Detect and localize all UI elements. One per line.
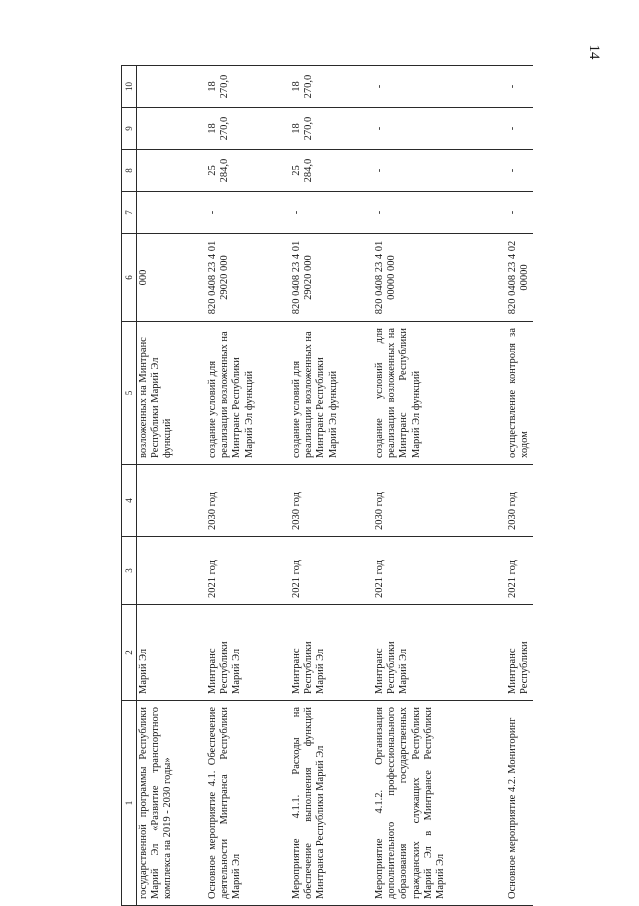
budget-code: 000: [137, 234, 207, 322]
program-events-table: [121, 65, 533, 906]
end-year: 2030 год: [206, 465, 290, 537]
value-col-7: -: [506, 192, 533, 234]
value-col-7: [137, 192, 207, 234]
executor: Минтранс Республики: [506, 605, 533, 701]
value-col-9: 18 270,0: [206, 108, 290, 150]
program-table-rotated: [121, 66, 531, 906]
table-row: [206, 66, 290, 906]
header-col-1: 1: [122, 701, 137, 906]
header-col-6: 6: [122, 234, 137, 322]
event-name: Мероприятие 4.1.1. Расходы на обеспечение выполнения функций Минтранса Республики Марий Эл: [290, 701, 373, 906]
value-col-8: -: [373, 150, 506, 192]
header-col-10: 10: [122, 66, 137, 108]
budget-code: 820 0408 23 4 01 29020 000: [206, 234, 290, 322]
end-year: 2030 год: [373, 465, 506, 537]
expected-result: создание условий для реализации возложенных на Минтранс Республики Марий Эл функций: [373, 322, 506, 465]
budget-code: 820 0408 23 4 02 00000: [506, 234, 533, 322]
value-col-7: -: [206, 192, 290, 234]
value-col-10: -: [373, 66, 506, 108]
executor: Минтранс Республики Марий Эл: [373, 605, 506, 701]
event-name: Основное мероприятие 4.2. Мониторинг: [506, 701, 533, 906]
header-col-7: 7: [122, 192, 137, 234]
executor: Минтранс Республики Марий Эл: [206, 605, 290, 701]
header-col-4: 4: [122, 465, 137, 537]
table-row: [137, 66, 207, 906]
value-col-9: [137, 108, 207, 150]
event-name: Основное мероприятие 4.1. Обеспечение деятельности Минтранса Республики Марий Эл: [206, 701, 290, 906]
value-col-8: [137, 150, 207, 192]
end-year: 2030 год: [506, 465, 533, 537]
header-row: [122, 66, 137, 906]
end-year: [137, 465, 207, 537]
header-col-5: 5: [122, 322, 137, 465]
budget-code: 820 0408 23 4 01 29020 000: [290, 234, 373, 322]
value-col-10: -: [506, 66, 533, 108]
end-year: 2030 год: [290, 465, 373, 537]
event-name: государственной программы Республики Марий Эл «Развитие транспортного комплекса на 2019 - 2030 годы»: [137, 701, 207, 906]
start-year: [137, 537, 207, 605]
table-row: [506, 66, 533, 906]
table-row: [373, 66, 506, 906]
event-name: Мероприятие 4.1.2. Организация дополнительного профессионального образования государственных гражданских служащих Республики Марий Эл в Минтрансе Республики Марий Эл: [373, 701, 506, 906]
value-col-8: 25 284,0: [290, 150, 373, 192]
executor: Минтранс Республики Марий Эл: [290, 605, 373, 701]
start-year: 2021 год: [373, 537, 506, 605]
value-col-8: -: [506, 150, 533, 192]
header-col-3: 3: [122, 537, 137, 605]
value-col-10: 18 270,0: [206, 66, 290, 108]
value-col-7: -: [373, 192, 506, 234]
budget-code: 820 0408 23 4 01 00000 000: [373, 234, 506, 322]
value-col-7: -: [290, 192, 373, 234]
executor: Марий Эл: [137, 605, 207, 701]
page-number: 14: [586, 44, 602, 60]
value-col-9: -: [506, 108, 533, 150]
start-year: 2021 год: [290, 537, 373, 605]
header-col-2: 2: [122, 605, 137, 701]
expected-result: осуществление контроля за ходом: [506, 322, 533, 465]
expected-result: создание условий для реализации возложенных на Минтранс Республики Марий Эл функций: [206, 322, 290, 465]
value-col-9: -: [373, 108, 506, 150]
header-col-8: 8: [122, 150, 137, 192]
value-col-10: 18 270,0: [290, 66, 373, 108]
header-col-9: 9: [122, 108, 137, 150]
start-year: 2021 год: [206, 537, 290, 605]
expected-result: возложенных на Минтранс Республики Марий Эл функций: [137, 322, 207, 465]
value-col-10: [137, 66, 207, 108]
value-col-8: 25 284,0: [206, 150, 290, 192]
table-row: [290, 66, 373, 906]
start-year: 2021 год: [506, 537, 533, 605]
expected-result: создание условий для реализации возложенных на Минтранс Республики Марий Эл функций: [290, 322, 373, 465]
value-col-9: 18 270,0: [290, 108, 373, 150]
